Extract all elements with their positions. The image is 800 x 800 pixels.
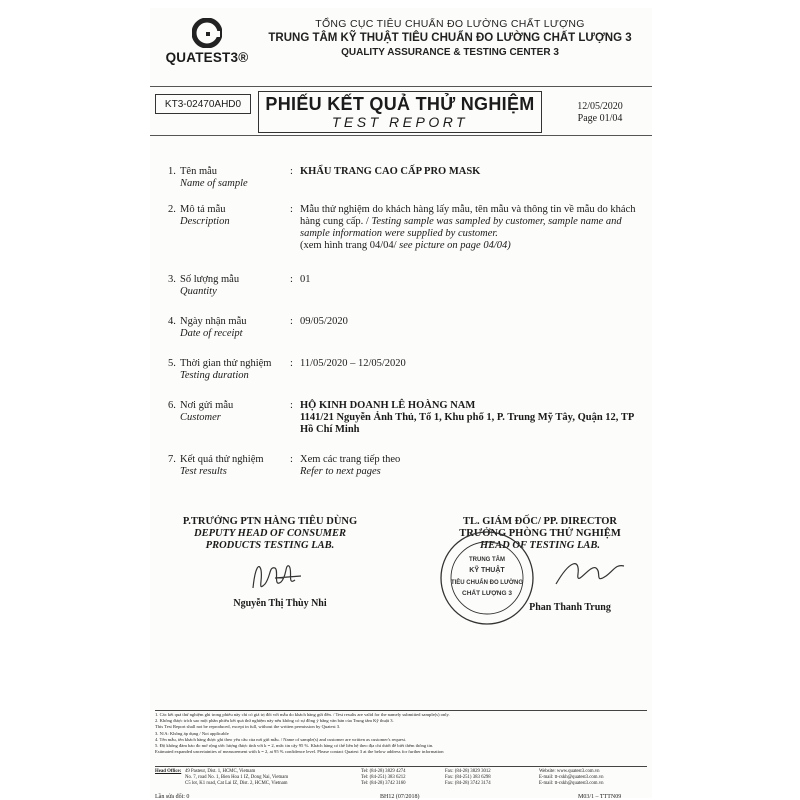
field-colon: : bbox=[290, 166, 293, 177]
note-line: 2. Không được trích sao một phần phiếu kết quả thử nghiệm này nếu không có sự đồng ý bằng văn bản của Trung tâm Kỹ thuật 3. bbox=[155, 718, 394, 724]
org-line-3: QUALITY ASSURANCE & TESTING CENTER 3 bbox=[341, 47, 559, 58]
field-label bbox=[180, 204, 290, 228]
field-value bbox=[300, 204, 645, 252]
address-3: C5 lot, K1 road, Cat Lai IZ, Dist. 2, HCMC, Vietnam bbox=[185, 781, 288, 786]
note-line: 1. Các kết quả thử nghiệm ghi trong phiếu này chỉ có giá trị đối với mẫu do khách hàng gửi đến. / Test results are valid for the namely submitted sample(s) only. bbox=[155, 712, 450, 717]
field-label-en: Description bbox=[180, 216, 230, 227]
field-colon: : bbox=[290, 204, 293, 215]
field-label-vi: Mô tả mẫu bbox=[180, 204, 226, 215]
field-number: 1. bbox=[168, 166, 176, 177]
note-line: 4. Tên mẫu, tên khách hàng được ghi theo yêu cầu của nơi gửi mẫu. / Name of sample(s) and customer are written as customer's request. bbox=[155, 736, 407, 742]
field-label bbox=[180, 274, 290, 298]
left-title-vi: P.TRƯỞNG PTN HÀNG TIÊU DÙNG bbox=[182, 516, 358, 527]
form-code: BH12 (07/2018) bbox=[380, 794, 420, 800]
field-number: 2. bbox=[168, 204, 176, 215]
report-date: 12/05/2020 bbox=[577, 101, 623, 112]
email-link-1[interactable]: E-mail: tt-cskh@quatest3.com.vn bbox=[539, 775, 604, 780]
website-link[interactable]: Website: www.quatest3.com.vn bbox=[539, 769, 600, 774]
field-label-vi: Thời gian thử nghiệm bbox=[180, 358, 272, 369]
title-band bbox=[150, 86, 652, 136]
fax-3: Fax: (84-28) 3742 3174 bbox=[445, 781, 491, 786]
title-box bbox=[258, 91, 542, 133]
signature-block-left bbox=[155, 516, 385, 552]
quatest-logo-icon bbox=[192, 18, 222, 48]
field-label-vi: Nơi gửi mẫu bbox=[180, 400, 234, 411]
field-label-en: Testing duration bbox=[180, 370, 249, 381]
field-number: 6. bbox=[168, 400, 176, 411]
stamp-line-2: KỸ THUẬT bbox=[469, 567, 505, 574]
customer-name: HỘ KINH DOANH LÊ HOÀNG NAM bbox=[300, 400, 476, 411]
note-line: 5. Độ không đảm bảo đo mở rộng ước lượng được tính với k = 2, mức tin cậy 95 %. Khách hàng có thể liên hệ theo địa chỉ dưới để biết thêm thông tin. bbox=[155, 743, 434, 749]
description-en: Testing sample was sampled by customer, sample name and sample information were supplied by customer. bbox=[300, 216, 622, 239]
quatest-logo bbox=[162, 18, 252, 78]
stamp-line-1: TRUNG TÂM bbox=[469, 557, 505, 563]
org-line-1: TỔNG CỤC TIÊU CHUẨN ĐO LƯỜNG CHẤT LƯỢNG bbox=[315, 18, 585, 30]
left-title-en-1: DEPUTY HEAD OF CONSUMER bbox=[194, 528, 346, 539]
stamp-line-4: CHẤT LƯỢNG 3 bbox=[462, 590, 512, 597]
field-label-en: Customer bbox=[180, 412, 221, 423]
field-number: 5. bbox=[168, 358, 176, 369]
date-and-page bbox=[550, 101, 650, 125]
note-line: This Test Report shall not be reproduced, except in full, without the written permission by Quatest 3. bbox=[155, 724, 341, 730]
field-label-en: Date of receipt bbox=[180, 328, 243, 339]
email-link-2[interactable]: E-mail: tt-cskh@quatest3.com.vn bbox=[539, 781, 604, 786]
field-value bbox=[300, 454, 645, 478]
title-vietnamese: PHIẾU KẾT QUẢ THỬ NGHIỆM bbox=[265, 94, 535, 114]
description-ref-en: see picture on page 04/04) bbox=[399, 240, 511, 251]
tel-3: Tel: (84-28) 3742 3160 bbox=[361, 781, 406, 786]
field-label-vi: Số lượng mẫu bbox=[180, 274, 240, 285]
field-label bbox=[180, 316, 290, 340]
field-label-vi: Ngày nhận mẫu bbox=[180, 316, 247, 327]
organization-name bbox=[250, 18, 650, 58]
logo-text: QUATEST3® bbox=[165, 50, 249, 65]
field-value: 01 bbox=[300, 274, 311, 285]
report-code: KT3-02470AHD0 bbox=[155, 94, 251, 114]
field-label-vi: Kết quả thử nghiệm bbox=[180, 454, 264, 465]
field-label bbox=[180, 358, 290, 382]
field-colon: : bbox=[290, 454, 293, 465]
fax-1: Fax: (84-28) 3829 3012 bbox=[445, 769, 491, 774]
test-report-page bbox=[150, 8, 652, 798]
official-stamp bbox=[432, 528, 542, 628]
results-vi: Xem các trang tiếp theo bbox=[300, 454, 401, 465]
description-ref-vi: (xem hình trang 04/04/ bbox=[300, 240, 397, 251]
fax-2: Fax: (84-251) 383 6298 bbox=[445, 775, 491, 780]
contact-info bbox=[155, 766, 647, 786]
left-signer-name: Nguyễn Thị Thùy Nhi bbox=[233, 598, 327, 609]
tel-2: Tel: (84-251) 383 6212 bbox=[361, 775, 406, 780]
revision-number: Lần sửa đổi: 0 bbox=[155, 794, 190, 800]
field-label bbox=[180, 166, 290, 190]
note-line: 3. N/A: Không áp dụng / Not applicable bbox=[155, 730, 229, 736]
field-label-en: Name of sample bbox=[180, 178, 248, 189]
title-english: TEST REPORT bbox=[331, 114, 469, 130]
org-line-2: TRUNG TÂM KỸ THUẬT TIÊU CHUẨN ĐO LƯỜNG CHẤT LƯỢNG 3 bbox=[268, 32, 632, 44]
field-value: 09/05/2020 bbox=[300, 316, 348, 327]
field-value bbox=[300, 400, 645, 436]
stamp-line-3: TIÊU CHUẨN ĐO LƯỜNG bbox=[450, 580, 524, 586]
handwritten-signature-right bbox=[550, 554, 630, 594]
head-office-label: Head Office: bbox=[155, 769, 182, 774]
field-number: 7. bbox=[168, 454, 176, 465]
right-signer-name: Phan Thanh Trung bbox=[529, 602, 611, 613]
field-colon: : bbox=[290, 358, 293, 369]
field-colon: : bbox=[290, 400, 293, 411]
field-value: KHẨU TRANG CAO CẤP PRO MASK bbox=[300, 166, 481, 177]
field-colon: : bbox=[290, 274, 293, 285]
report-header bbox=[150, 8, 652, 78]
right-title-2: TRƯỞNG PHÒNG THỬ NGHIỆM bbox=[459, 528, 621, 539]
left-title-en-2: PRODUCTS TESTING LAB. bbox=[205, 540, 335, 551]
results-en: Refer to next pages bbox=[300, 466, 381, 477]
report-notes bbox=[155, 710, 647, 755]
note-line: Estimated expanded uncertainties of measurement with k = 2, at 95 % confidence level. Please contact Quatest 3 at the below address for further information bbox=[155, 749, 444, 755]
description-vi: Mẫu thử nghiệm do khách hàng lấy mẫu, tên mẫu và thông tin về mẫu do khách hàng cung cấp. / bbox=[300, 204, 636, 227]
field-number: 4. bbox=[168, 316, 176, 327]
form-reference: M03/1 – TTTN09 bbox=[578, 794, 622, 800]
field-value: 11/05/2020 – 12/05/2020 bbox=[300, 358, 406, 369]
field-label bbox=[180, 454, 290, 478]
tel-1: Tel: (84-28) 3829 4274 bbox=[361, 769, 406, 774]
customer-address: 1141/21 Nguyễn Ảnh Thủ, Tổ 1, Khu phố 1, P. Trung Mỹ Tây, Quận 12, TP Hồ Chí Minh bbox=[300, 412, 634, 435]
address-1: 49 Pasteur, Dist. 1, HCMC, Vietnam bbox=[185, 769, 256, 774]
handwritten-signature-left bbox=[245, 558, 315, 596]
field-label-en: Test results bbox=[180, 466, 227, 477]
address-2: No. 7, road No. 1, Bien Hoa 1 IZ, Dong Nai, Vietnam bbox=[185, 775, 289, 780]
page-number: Page 01/04 bbox=[577, 113, 623, 124]
field-label bbox=[180, 400, 290, 424]
field-number: 3. bbox=[168, 274, 176, 285]
right-title-3: HEAD OF TESTING LAB. bbox=[480, 540, 600, 551]
field-colon: : bbox=[290, 316, 293, 327]
field-label-vi: Tên mẫu bbox=[180, 166, 218, 177]
field-label-en: Quantity bbox=[180, 286, 217, 297]
right-title-1: TL. GIÁM ĐỐC/ PP. DIRECTOR bbox=[462, 516, 618, 527]
